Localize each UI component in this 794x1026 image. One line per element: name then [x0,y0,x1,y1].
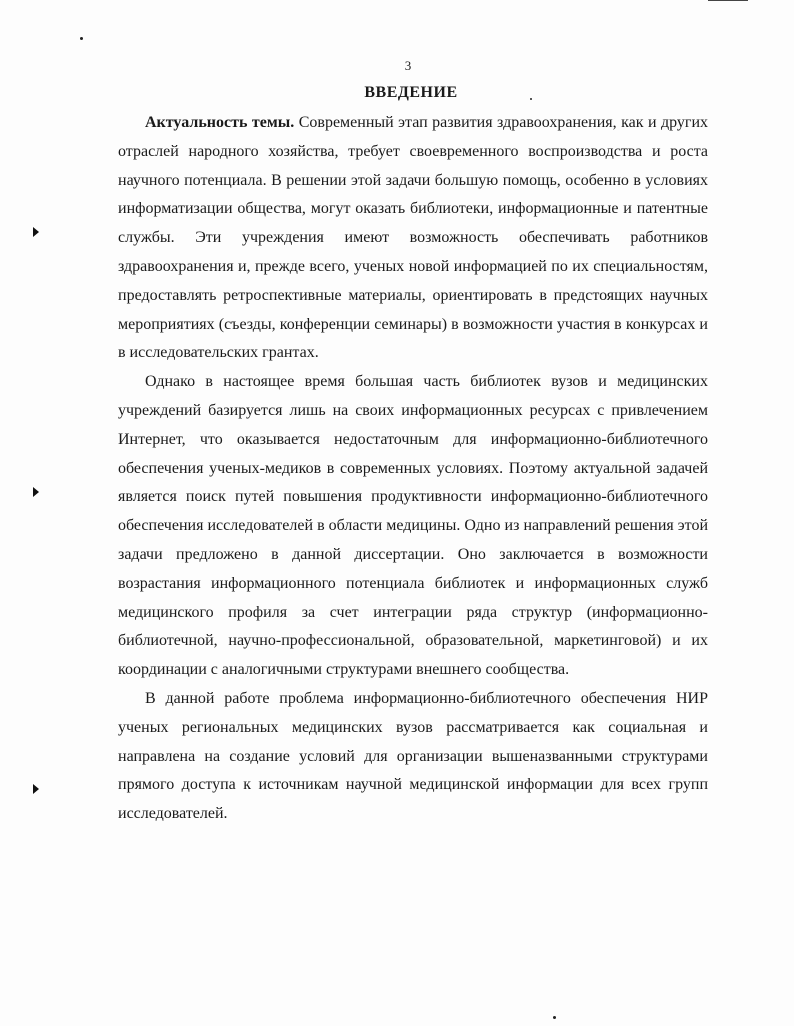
paragraph-relevance [118,109,708,368]
body-text [118,109,708,829]
paragraph-problem: Однако в настоящее время большая часть библиотек вузов и медицинских учреждений базируется лишь на своих информационных ресурсах с привлечением Интернет, что оказывается недостаточным для информационно-библиотечного обеспечения ученых-медиков в современных условиях. Поэтому актуальной задачей является поиск путей повышения продуктивности информационно-библиотечного обеспечения исследователей в области медицины. Одно из направлений решения этой задачи предложено в данной диссертации. Оно заключается в возможности возрастания информационного потенциала библиотек и информационных служб медицинского профиля за счет интеграции ряда структур (информационно-библиотечной, научно-профессиональной, образовательной, маркетинговой) и их координации с аналогичными структурами внешнего сообщества. [118,373,708,679]
binding-mark-icon [33,487,39,497]
scan-speck [553,1016,556,1019]
page-title: ВВЕДЕНИЕ [364,84,458,101]
scan-artifact-line [708,0,748,1]
scan-speck [80,37,83,40]
relevance-heading: Актуальность темы. [145,114,295,131]
binding-mark-icon [33,227,39,237]
binding-mark-icon [33,784,39,794]
paragraph-approach: В данной работе проблема информационно-библиотечного обеспечения НИР ученых региональных медицинских вузов рассматривается как социальная и направлена на создание условий для организации вышеназванными структурами прямого доступа к источникам научной медицинской информации для всех групп исследователей. [118,689,708,823]
page-number: 3 [404,58,412,73]
relevance-text: Современный этап развития здравоохранения, как и других отраслей народного хозяйства, требует своевременного воспроизводства и роста научного потенциала. В решении этой задачи большую помощь, особенно в условиях информатизации общества, могут оказать библиотеки, информационные и патентные службы. Эти учреждения имеют возможность обеспечивать работников здравоохранения и, прежде всего, ученых новой информацией по их специальностям, предоставлять ретроспективные материалы, ориентировать в предстоящих научных мероприятиях (съезды, конференции семинары) в возможности участия в конкурсах и в исследовательских грантах. [118,114,709,362]
